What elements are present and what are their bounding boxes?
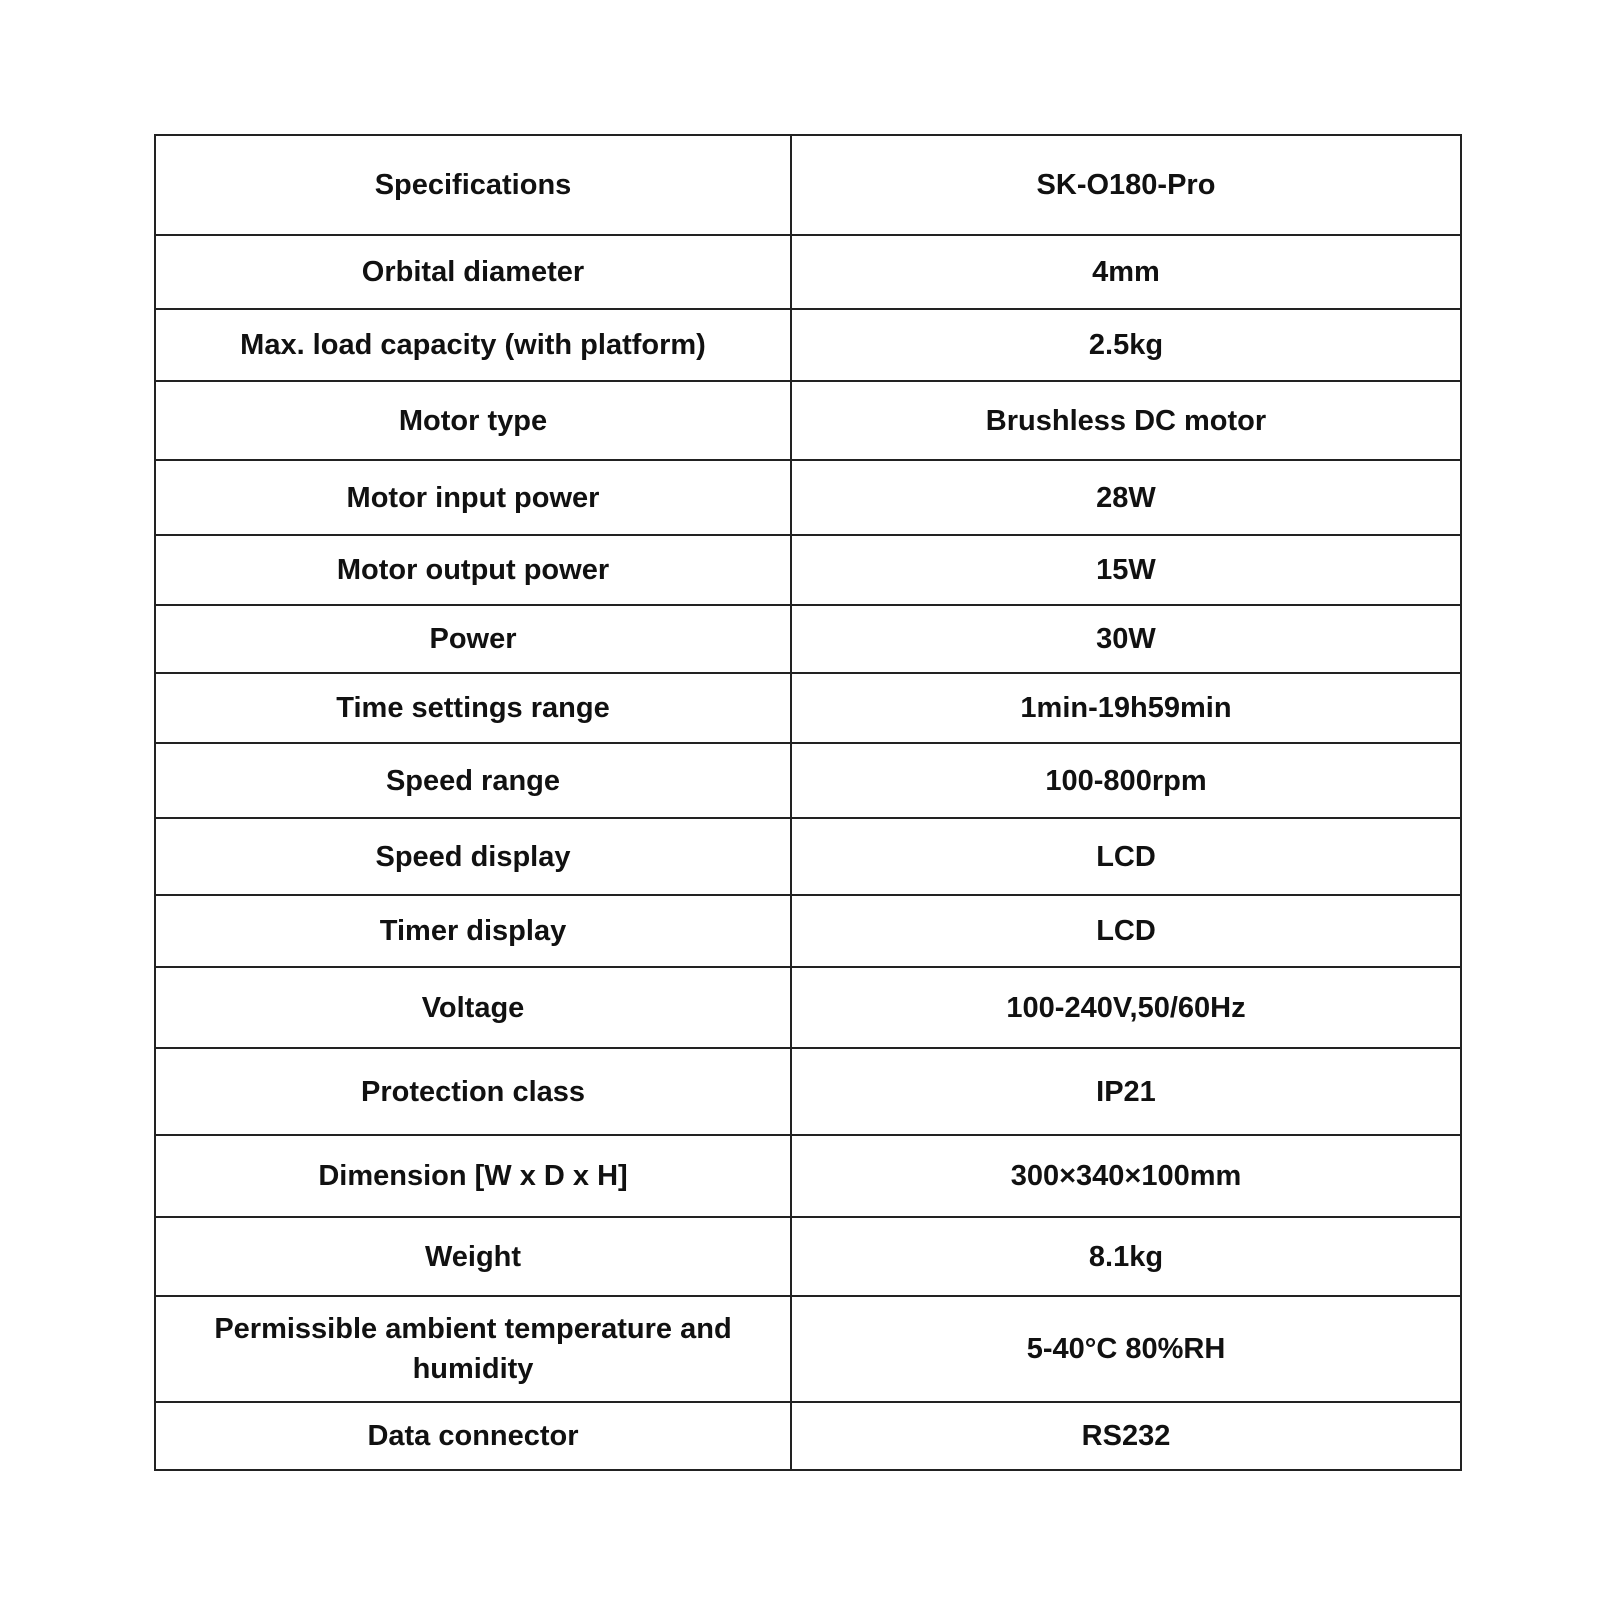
- table-row: [155, 967, 1461, 1048]
- spec-value: 5-40°C 80%RH: [791, 1296, 1461, 1402]
- spec-label: Max. load capacity (with platform): [155, 309, 791, 381]
- header-label-cell: Specifications: [155, 135, 791, 235]
- table-row: [155, 1217, 1461, 1296]
- spec-value: RS232: [791, 1402, 1461, 1470]
- spec-value: LCD: [791, 818, 1461, 895]
- spec-label: Protection class: [155, 1048, 791, 1135]
- spec-value: 100-800rpm: [791, 743, 1461, 818]
- spec-label: Power: [155, 605, 791, 673]
- spec-value: 2.5kg: [791, 309, 1461, 381]
- table-header-row: [155, 135, 1461, 235]
- spec-value: 300×340×100mm: [791, 1135, 1461, 1217]
- spec-label: Timer display: [155, 895, 791, 967]
- spec-value: 15W: [791, 535, 1461, 605]
- spec-value: Brushless DC motor: [791, 381, 1461, 460]
- spec-label: Permissible ambient temperature and humidity: [155, 1296, 791, 1402]
- specifications-table: [154, 134, 1462, 1471]
- spec-label: Data connector: [155, 1402, 791, 1470]
- spec-value: LCD: [791, 895, 1461, 967]
- header-model-cell: SK-O180-Pro: [791, 135, 1461, 235]
- spec-label: Speed display: [155, 818, 791, 895]
- spec-label: Dimension [W x D x H]: [155, 1135, 791, 1217]
- spec-value: IP21: [791, 1048, 1461, 1135]
- spec-value: 4mm: [791, 235, 1461, 309]
- spec-label: Motor input power: [155, 460, 791, 535]
- spec-value: 1min-19h59min: [791, 673, 1461, 743]
- table-row: [155, 605, 1461, 673]
- spec-value: 30W: [791, 605, 1461, 673]
- table-row: [155, 535, 1461, 605]
- spec-label: Voltage: [155, 967, 791, 1048]
- table-row: [155, 895, 1461, 967]
- spec-label: Motor output power: [155, 535, 791, 605]
- table-row: [155, 1402, 1461, 1470]
- table-row: [155, 235, 1461, 309]
- table-row: [155, 818, 1461, 895]
- spec-label: Weight: [155, 1217, 791, 1296]
- table-row: [155, 1048, 1461, 1135]
- table-row: [155, 381, 1461, 460]
- spec-label: Time settings range: [155, 673, 791, 743]
- spec-label: Motor type: [155, 381, 791, 460]
- table-row: [155, 309, 1461, 381]
- table-row: [155, 1296, 1461, 1402]
- spec-value: 8.1kg: [791, 1217, 1461, 1296]
- spec-value: 28W: [791, 460, 1461, 535]
- table-row: [155, 1135, 1461, 1217]
- spec-label: Orbital diameter: [155, 235, 791, 309]
- table-row: [155, 743, 1461, 818]
- table-row: [155, 673, 1461, 743]
- spec-label: Speed range: [155, 743, 791, 818]
- spec-value: 100-240V,50/60Hz: [791, 967, 1461, 1048]
- table-row: [155, 460, 1461, 535]
